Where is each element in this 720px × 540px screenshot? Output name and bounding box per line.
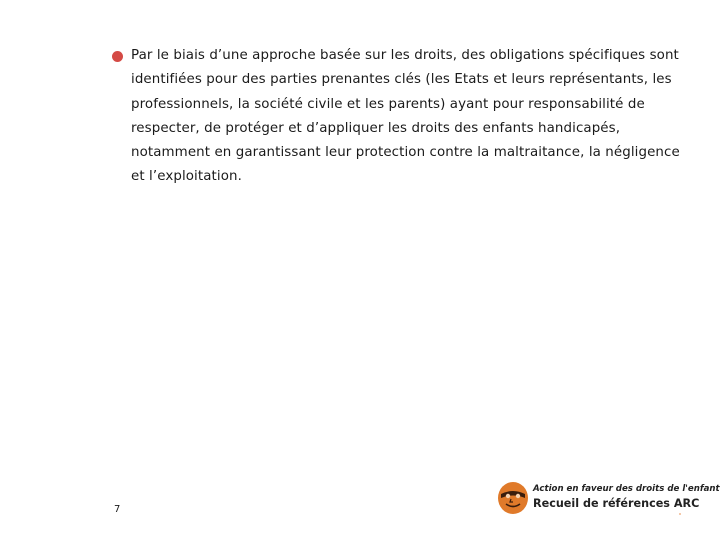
bullet-list-item: [112, 44, 692, 190]
arc-face-logo-icon: [497, 481, 529, 515]
logo-title: Recueil de références ARC: [533, 497, 700, 510]
arc-logo: [497, 479, 720, 519]
logo-tagline: Action en faveur des droits de l'enfant: [533, 484, 720, 494]
bullet-dot-icon: [112, 51, 123, 62]
logo-accent-dot: [679, 513, 681, 515]
bullet-text: Par le biais d’une approche basée sur les droits, des obligations spécifiques sont identifiées pour des parties prenantes clés (les Etats et leurs représentants, les professionnels, la société civile et les parents) ayant pour responsabilité de respecter, de protéger et d’appliquer les droits des enfants handicapés, notamment en garantissant leur protection contre la maltraitance, la négligence et l’exploitation.: [131, 48, 680, 185]
page-number: 7: [114, 504, 121, 515]
